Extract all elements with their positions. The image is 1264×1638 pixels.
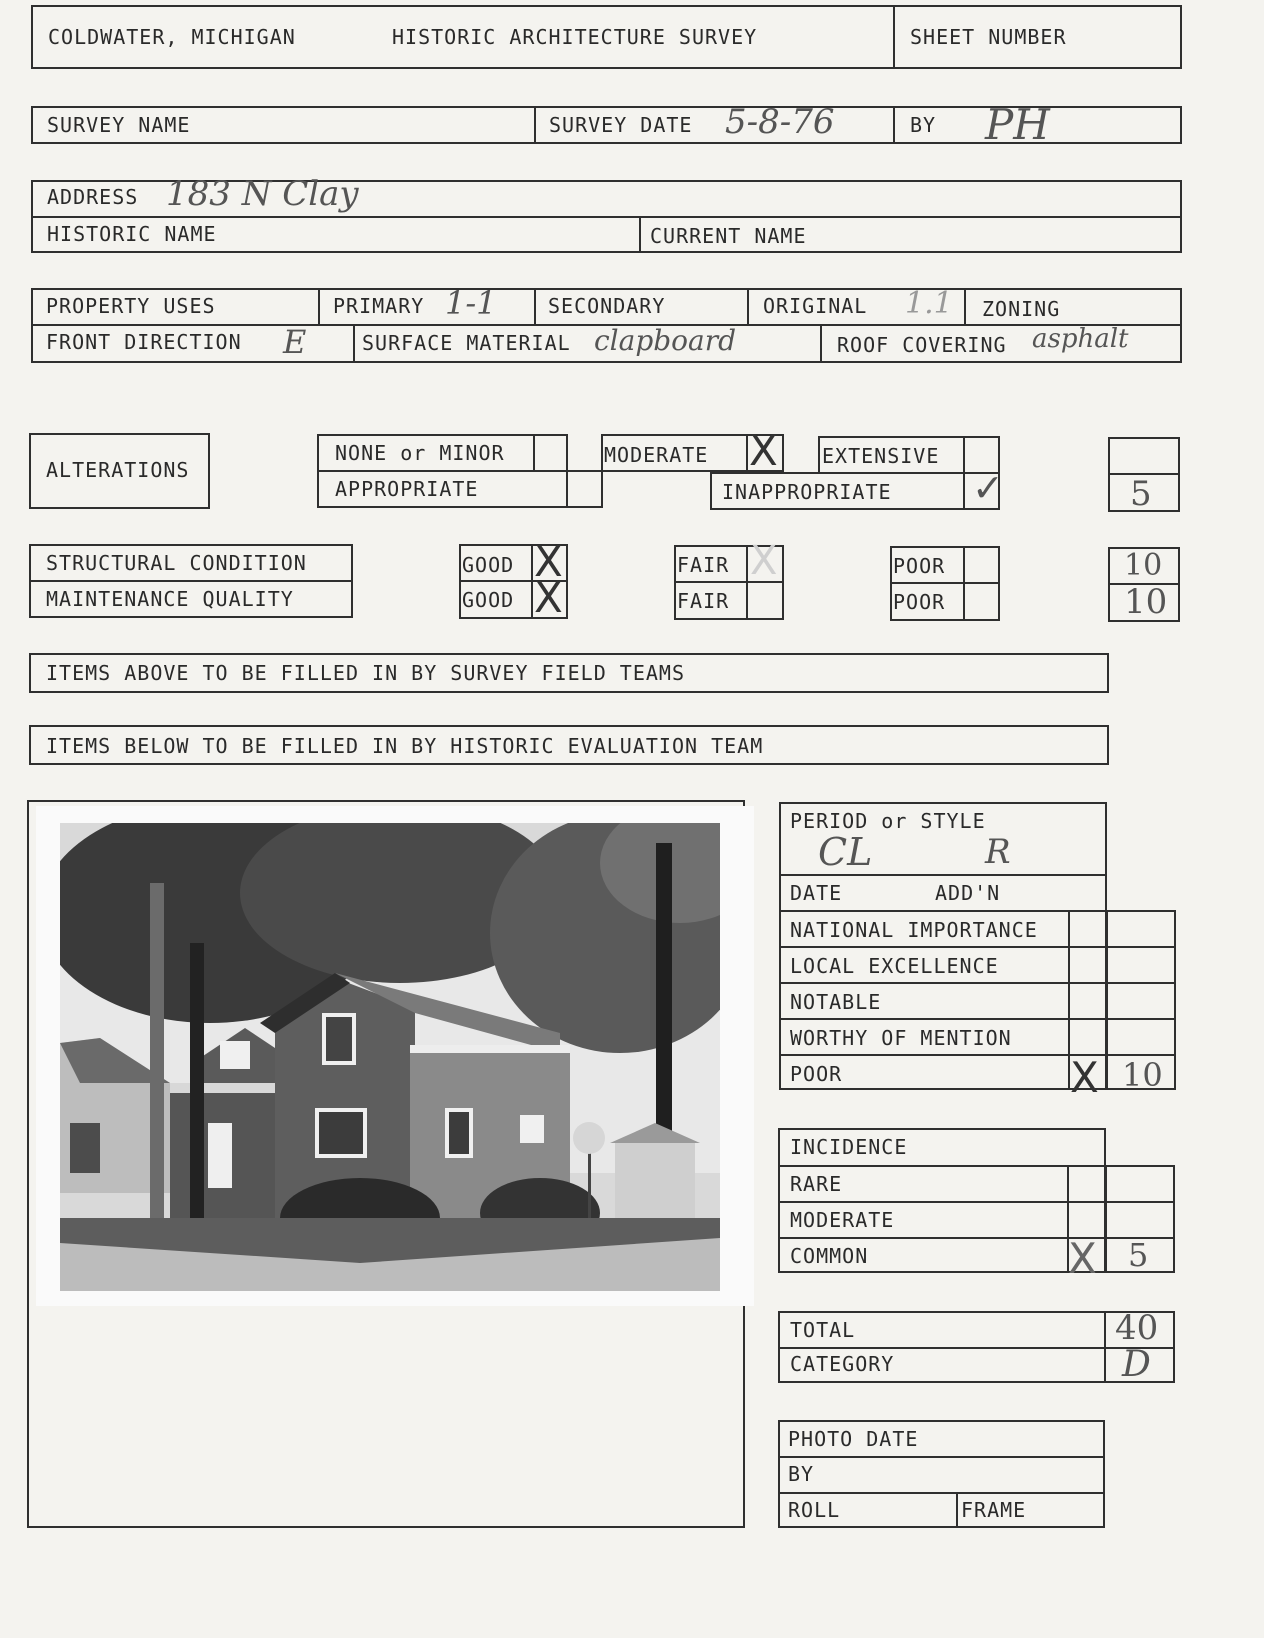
secondary-label: SECONDARY bbox=[548, 294, 666, 318]
inc-score-divider bbox=[1105, 1165, 1107, 1273]
moderate-check: X bbox=[749, 426, 778, 475]
header-survey-title: HISTORIC ARCHITECTURE SURVEY bbox=[392, 25, 758, 49]
name-divider bbox=[639, 216, 641, 253]
structural-score: 10 bbox=[1124, 548, 1163, 583]
eval-line-4 bbox=[779, 982, 1176, 984]
moderate-label: MODERATE bbox=[604, 443, 709, 467]
eval-line-3 bbox=[779, 946, 1176, 948]
moderate-check-divider bbox=[746, 434, 748, 472]
address-divider bbox=[31, 216, 1182, 218]
alterations-score: 5 bbox=[1130, 474, 1152, 514]
good-check-divider bbox=[531, 544, 533, 619]
survey-divider-2 bbox=[893, 106, 895, 144]
address-label: ADDRESS bbox=[47, 185, 139, 209]
eval-line-1 bbox=[779, 874, 1107, 876]
appropriate-label: APPROPRIATE bbox=[335, 477, 479, 501]
surface-material-label: SURFACE MATERIAL bbox=[362, 331, 571, 355]
address-value: 183 N Clay bbox=[166, 174, 359, 214]
eval-poor-check: X bbox=[1070, 1053, 1099, 1102]
inappropriate-check-divider bbox=[963, 472, 965, 510]
incidence-label: INCIDENCE bbox=[790, 1135, 908, 1159]
structural-good-check: X bbox=[534, 537, 563, 586]
inc-line-2 bbox=[778, 1201, 1175, 1203]
front-direction-value: E bbox=[283, 323, 307, 361]
primary-label: PRIMARY bbox=[333, 294, 425, 318]
structural-condition-label: STRUCTURAL CONDITION bbox=[46, 551, 307, 575]
none-minor-check-divider bbox=[533, 434, 535, 471]
extensive-label: EXTENSIVE bbox=[822, 444, 940, 468]
poor-divider bbox=[890, 582, 1000, 584]
none-minor-label: NONE or MINOR bbox=[335, 441, 505, 465]
property-v3 bbox=[747, 288, 749, 325]
inc-line-1 bbox=[778, 1165, 1175, 1167]
survey-divider-1 bbox=[534, 106, 536, 144]
eval-line-6 bbox=[779, 1054, 1176, 1056]
roll-frame-divider bbox=[956, 1492, 958, 1528]
eval-poor-score: 10 bbox=[1122, 1056, 1163, 1094]
survey-by-value: PH bbox=[985, 100, 1050, 149]
alterations-label: ALTERATIONS bbox=[46, 458, 190, 482]
structural-fair-erased-check: X bbox=[750, 538, 778, 584]
maintenance-good-check: X bbox=[534, 573, 563, 622]
photo-info-line-2 bbox=[778, 1492, 1105, 1494]
roof-covering-value: asphalt bbox=[1032, 324, 1129, 354]
national-importance-label: NATIONAL IMPORTANCE bbox=[790, 918, 1038, 942]
current-name-label: CURRENT NAME bbox=[650, 224, 807, 248]
eval-poor-label: POOR bbox=[790, 1062, 843, 1086]
condition-label-divider bbox=[29, 580, 353, 582]
roof-covering-label: ROOF COVERING bbox=[837, 333, 1007, 357]
none-minor-divider bbox=[317, 470, 602, 472]
worthy-label: WORTHY OF MENTION bbox=[790, 1026, 1012, 1050]
appropriate-right bbox=[601, 470, 603, 508]
eval-score-divider bbox=[1106, 910, 1108, 1090]
survey-date-label: SURVEY DATE bbox=[549, 113, 693, 137]
property-v5 bbox=[353, 324, 355, 363]
local-excellence-label: LOCAL EXCELLENCE bbox=[790, 954, 999, 978]
rare-label: RARE bbox=[790, 1172, 843, 1196]
common-check: X bbox=[1068, 1234, 1097, 1283]
period-value-2: R bbox=[985, 832, 1011, 872]
category-label: CATEGORY bbox=[790, 1352, 895, 1376]
header-divider bbox=[893, 5, 895, 69]
roll-label: ROLL bbox=[788, 1498, 841, 1522]
survey-name-label: SURVEY NAME bbox=[47, 113, 191, 137]
common-label: COMMON bbox=[790, 1244, 869, 1268]
total-value: 40 bbox=[1115, 1308, 1159, 1348]
banner-above: ITEMS ABOVE TO BE FILLED IN BY SURVEY FIELD TEAMS bbox=[46, 661, 686, 685]
appropriate-bottom bbox=[317, 506, 602, 508]
property-v6 bbox=[820, 324, 822, 363]
maintenance-good-label: GOOD bbox=[462, 588, 515, 612]
period-label: PERIOD or STYLE bbox=[790, 809, 986, 833]
inappropriate-label: INAPPROPRIATE bbox=[722, 480, 892, 504]
house-photo bbox=[60, 823, 720, 1291]
poor-check-divider bbox=[963, 546, 965, 621]
maintenance-quality-label: MAINTENANCE QUALITY bbox=[46, 587, 294, 611]
inc-moderate-label: MODERATE bbox=[790, 1208, 895, 1232]
inc-line-3 bbox=[778, 1237, 1175, 1239]
property-v2 bbox=[534, 288, 536, 325]
photo-by-label: BY bbox=[788, 1462, 815, 1486]
inappropriate-check: ✓ bbox=[972, 466, 1004, 510]
eval-line-2 bbox=[779, 910, 1176, 912]
category-value: D bbox=[1122, 1344, 1151, 1385]
zoning-label: ZONING bbox=[982, 297, 1061, 321]
original-value: 1.1 bbox=[905, 286, 953, 321]
banner-below: ITEMS BELOW TO BE FILLED IN BY HISTORIC EVALUATION TEAM bbox=[46, 734, 764, 758]
eval-line-5 bbox=[779, 1018, 1176, 1020]
extensive-check-divider bbox=[963, 436, 965, 474]
total-label: TOTAL bbox=[790, 1318, 856, 1342]
frame-label: FRAME bbox=[961, 1498, 1027, 1522]
maintenance-score: 10 bbox=[1124, 582, 1168, 622]
structural-good-label: GOOD bbox=[462, 553, 515, 577]
structural-poor-label: POOR bbox=[893, 554, 946, 578]
structural-fair-label: FAIR bbox=[677, 553, 730, 577]
notable-label: NOTABLE bbox=[790, 990, 882, 1014]
historic-name-label: HISTORIC NAME bbox=[47, 222, 217, 246]
period-value-1: CL bbox=[818, 830, 873, 874]
original-label: ORIGINAL bbox=[763, 294, 868, 318]
sheet-number-label: SHEET NUMBER bbox=[910, 25, 1067, 49]
survey-by-label: BY bbox=[910, 113, 937, 137]
addn-label: ADD'N bbox=[935, 881, 1001, 905]
primary-value: 1-1 bbox=[445, 284, 497, 322]
surface-material-value: clapboard bbox=[594, 324, 737, 357]
property-v1 bbox=[318, 288, 320, 325]
totals-score-divider bbox=[1104, 1311, 1106, 1383]
photo-date-label: PHOTO DATE bbox=[788, 1427, 919, 1451]
maintenance-poor-label: POOR bbox=[893, 590, 946, 614]
header-city: COLDWATER, MICHIGAN bbox=[48, 25, 296, 49]
photo-info-line-1 bbox=[778, 1456, 1105, 1458]
date-label: DATE bbox=[790, 881, 843, 905]
common-score: 5 bbox=[1128, 1236, 1149, 1274]
fair-check-divider bbox=[746, 545, 748, 620]
front-direction-label: FRONT DIRECTION bbox=[46, 330, 242, 354]
property-v4 bbox=[964, 288, 966, 325]
survey-date-value: 5-8-76 bbox=[725, 102, 835, 142]
property-uses-label: PROPERTY USES bbox=[46, 294, 216, 318]
maintenance-fair-label: FAIR bbox=[677, 589, 730, 613]
